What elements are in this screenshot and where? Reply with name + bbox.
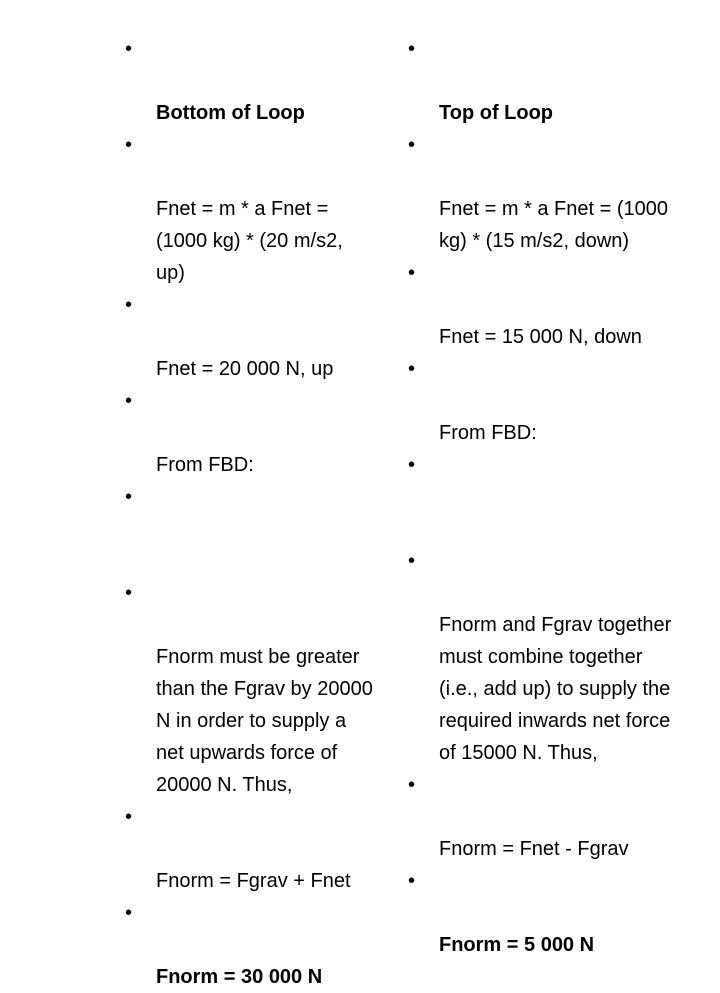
- fnorm-result-text: Fnorm = 5 000 N: [439, 934, 595, 956]
- bullet-dot: •: [125, 582, 133, 604]
- bullet-item-fnorm-result: [125, 897, 393, 993]
- explanation-text: Fnorm and Fgrav together must combine together (i.e., add up) to supply the required inwards net force of 15000 N. Thus,: [439, 614, 672, 764]
- bullet-item-fnorm-formula: [408, 769, 720, 865]
- bullet-item-fnet-formula: [125, 129, 393, 289]
- bullet-dot: •: [408, 454, 416, 476]
- bullet-dot: •: [125, 390, 133, 412]
- bullet-dot: •: [125, 902, 133, 924]
- explanation-text: Fnorm must be greater than the Fgrav by 20000 N in order to supply a net upwards force of 20000 N. Thus,: [156, 646, 373, 796]
- bullet-dot: •: [408, 38, 416, 60]
- top-of-loop-heading: Top of Loop: [439, 102, 554, 124]
- bullet-item-empty: [125, 481, 393, 577]
- bullet-dot: •: [125, 486, 133, 508]
- fnorm-result-text: Fnorm = 30 000 N: [156, 966, 323, 988]
- bullet-item-explanation: [408, 545, 720, 769]
- bullet-dot: •: [408, 134, 416, 156]
- bullet-item-explanation: [125, 577, 393, 801]
- bullet-dot: •: [125, 806, 133, 828]
- from-fbd-text: From FBD:: [439, 422, 537, 444]
- right-bullet-column: [408, 33, 720, 961]
- bullet-dot: •: [408, 262, 416, 284]
- bottom-of-loop-heading: Bottom of Loop: [156, 102, 305, 124]
- fnet-formula-text: Fnet = m * a Fnet = (1000 kg) * (15 m/s2, down): [439, 198, 669, 252]
- from-fbd-text: From FBD:: [156, 454, 254, 476]
- bullet-item-empty: [408, 449, 720, 545]
- bullet-item-fnet-result: [408, 257, 720, 353]
- bullet-item-fnorm-formula: [125, 801, 393, 897]
- bullet-dot: •: [408, 870, 416, 892]
- bullet-dot: •: [125, 134, 133, 156]
- fnorm-formula-text: Fnorm = Fgrav + Fnet: [156, 870, 351, 892]
- bullet-item-fbd: [408, 353, 720, 449]
- bullet-item-top-heading: [408, 33, 720, 129]
- bullet-dot: •: [408, 550, 416, 572]
- left-bullet-column: [125, 33, 393, 993]
- bullet-item-bottom-heading: [125, 33, 393, 129]
- bullet-item-fbd: [125, 385, 393, 481]
- fnorm-formula-text: Fnorm = Fnet - Fgrav: [439, 838, 629, 860]
- fnet-result-text: Fnet = 15 000 N, down: [439, 326, 642, 348]
- bullet-dot: •: [125, 294, 133, 316]
- fnet-formula-text: Fnet = m * a Fnet = (1000 kg) * (20 m/s2, up): [156, 198, 343, 284]
- bullet-dot: •: [408, 774, 416, 796]
- bullet-item-fnet-formula: [408, 129, 720, 257]
- bullet-dot: •: [125, 38, 133, 60]
- bullet-item-fnet-result: [125, 289, 393, 385]
- fnet-result-text: Fnet = 20 000 N, up: [156, 358, 334, 380]
- bullet-item-fnorm-result: [408, 865, 720, 961]
- bullet-dot: •: [408, 358, 416, 380]
